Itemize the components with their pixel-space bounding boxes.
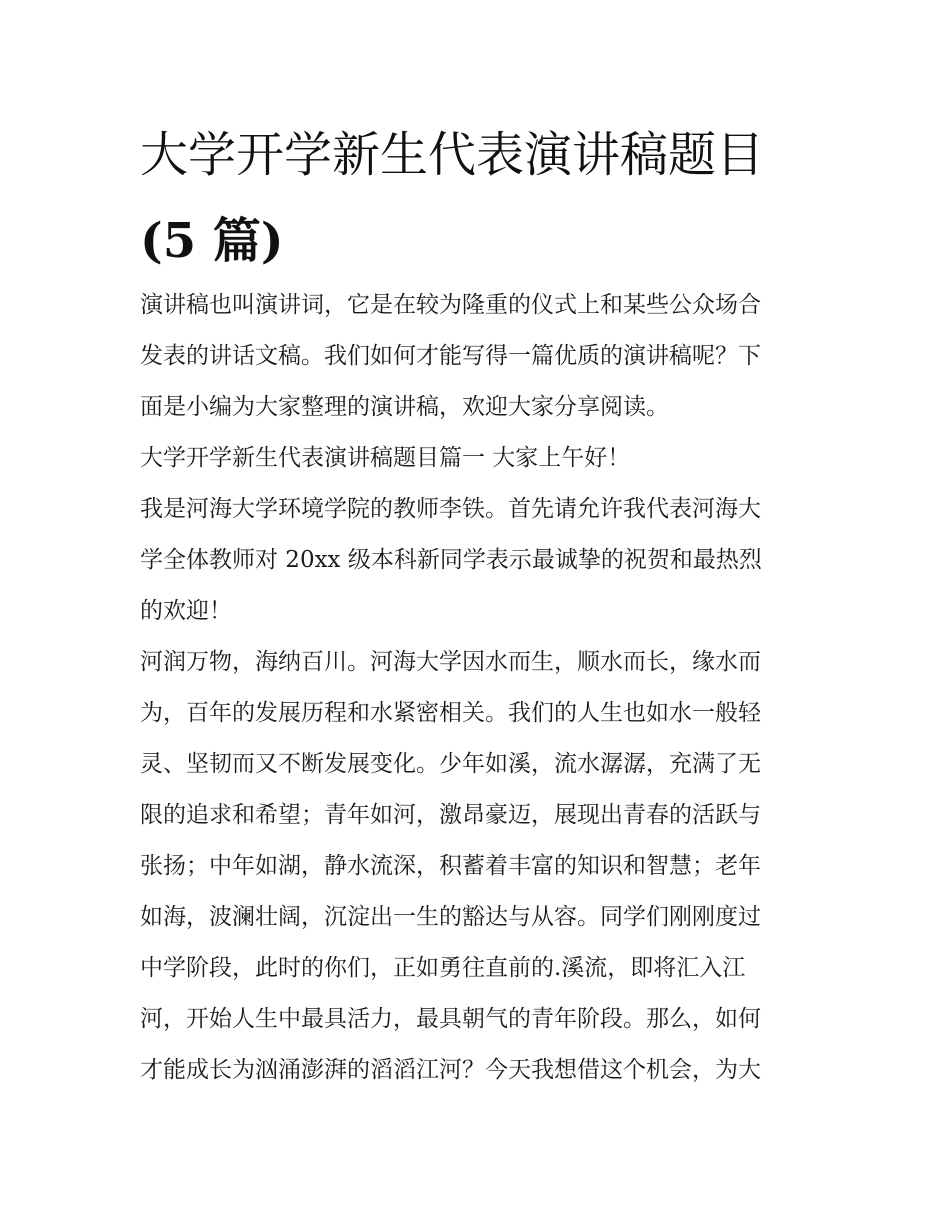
- text-line: 如海，波澜壮阔，沉淀出一生的豁达与从容。同学们刚刚度过: [140, 904, 761, 930]
- text-line: 张扬；中年如湖，静水流深，积蓄着丰富的知识和智慧；老年: [140, 853, 761, 879]
- text-line: 面是小编为大家整理的演讲稿，欢迎大家分享阅读。: [140, 394, 669, 420]
- text-line: 河润万物，海纳百川。河海大学因水而生，顺水而长，缘水而: [140, 649, 761, 675]
- title-line-1: 大学开学新生代表演讲稿题目: [140, 127, 765, 183]
- text-line: 才能成长为汹涌澎湃的滔滔江河？今天我想借这个机会，为大: [140, 1057, 761, 1083]
- document-body: [140, 280, 820, 1096]
- text-line: 发表的讲话文稿。我们如何才能写得一篇优质的演讲稿呢？下: [140, 343, 761, 369]
- text-line: 河，开始人生中最具活力，最具朝气的青年阶段。那么，如何: [140, 1006, 761, 1032]
- paragraph-intro: [140, 280, 820, 433]
- document-title: [140, 112, 820, 284]
- paragraph-section-heading: [140, 433, 820, 484]
- title-line-2: (5 篇): [140, 213, 284, 269]
- text-line: 为，百年的发展历程和水紧密相关。我们的人生也如水一般轻: [140, 700, 761, 726]
- text-line: 中学阶段，此时的你们，正如勇往直前的.溪流，即将汇入江: [140, 955, 746, 981]
- text-line: 灵、坚韧而又不断发展变化。少年如溪，流水潺潺，充满了无: [140, 751, 761, 777]
- text-line: 演讲稿也叫演讲词，它是在较为隆重的仪式上和某些公众场合: [140, 292, 761, 318]
- text-line: 我是河海大学环境学院的教师李铁。首先请允许我代表河海大: [140, 496, 761, 522]
- text-line: 学全体教师对 20xx 级本科新同学表示最诚挚的祝贺和最热烈: [140, 547, 762, 573]
- paragraph-main: [140, 637, 820, 1096]
- text-line: 大学开学新生代表演讲稿题目篇一 大家上午好！: [140, 445, 631, 471]
- paragraph-greeting: [140, 484, 820, 637]
- text-line: 的欢迎！: [140, 598, 232, 624]
- text-line: 限的追求和希望；青年如河，激昂豪迈，展现出青春的活跃与: [140, 802, 761, 828]
